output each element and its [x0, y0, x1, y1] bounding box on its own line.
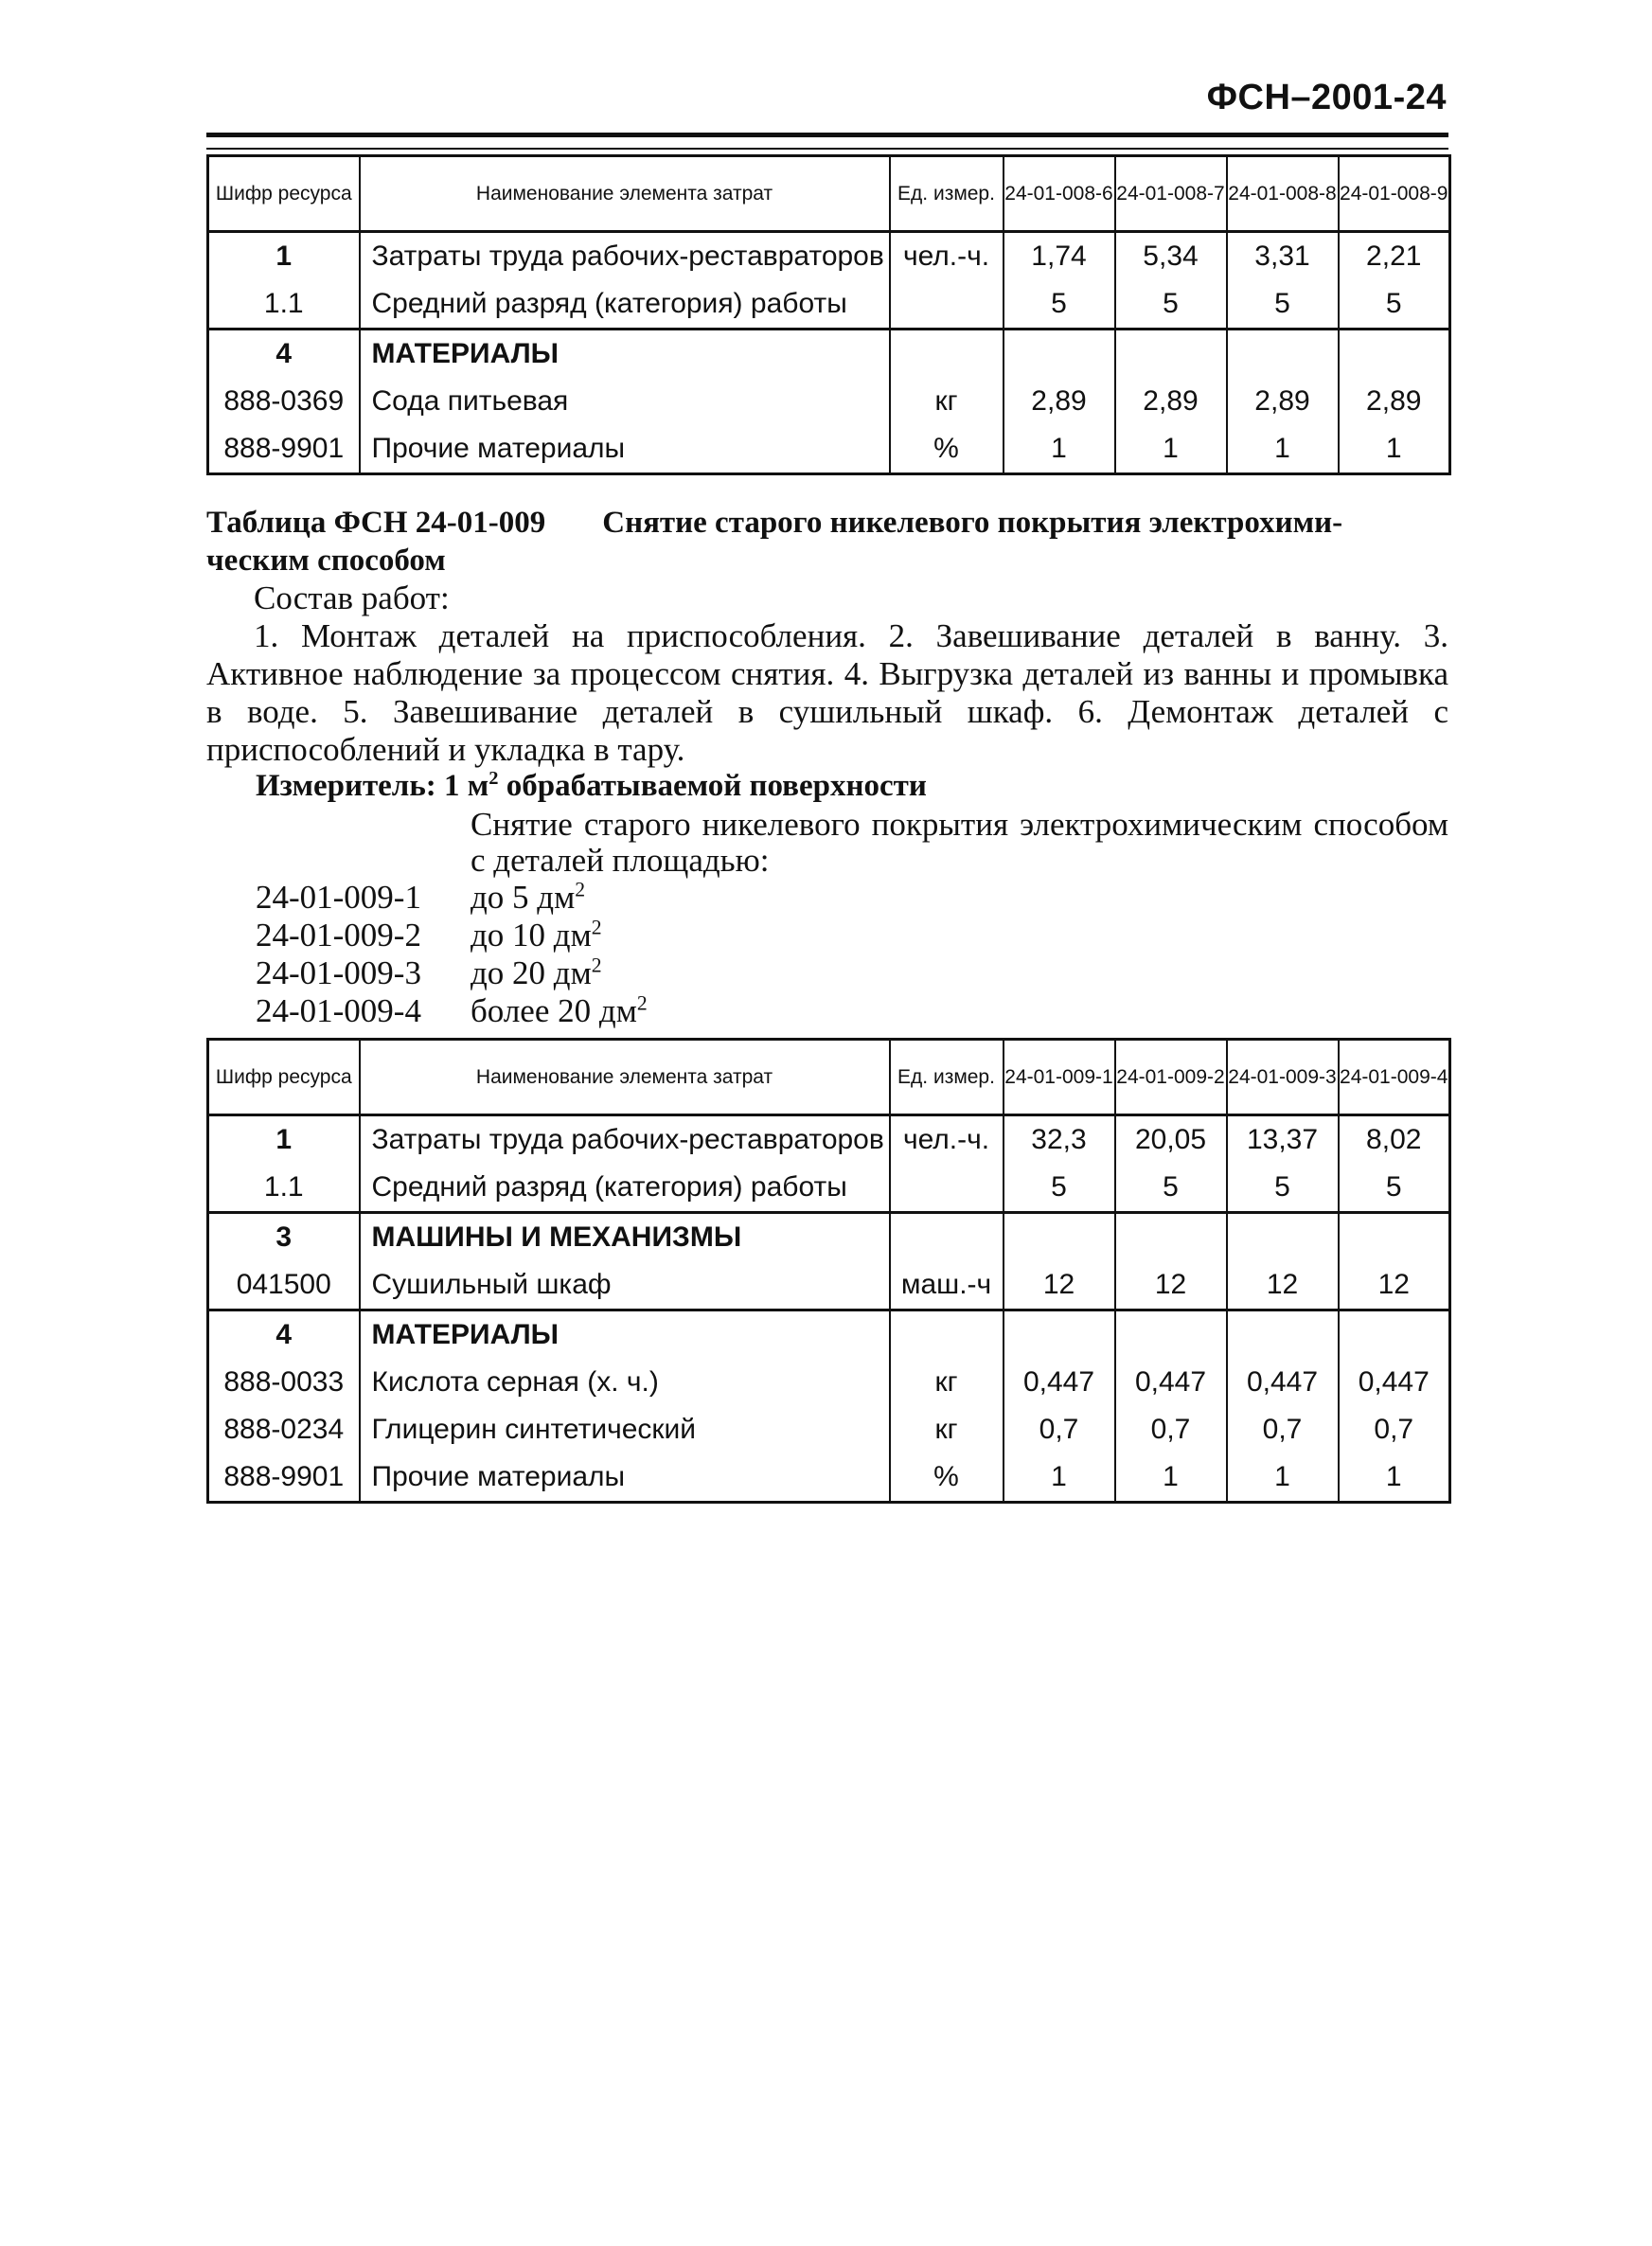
row-value: 0,7	[1227, 1406, 1339, 1453]
row-unit: кг	[890, 1359, 1004, 1406]
meter-sup: 2	[488, 768, 499, 789]
row-value: 0,447	[1004, 1359, 1115, 1406]
row-value: 5	[1115, 280, 1227, 330]
row-code: 1.1	[208, 280, 360, 330]
row-unit: кг	[890, 378, 1004, 425]
row-name: Средний разряд (категория) работы	[360, 1164, 890, 1213]
row-value: 0,7	[1115, 1406, 1227, 1453]
row-unit: чел.-ч.	[890, 1115, 1004, 1165]
row-unit: кг	[890, 1406, 1004, 1453]
row-value: 1	[1004, 425, 1115, 474]
row-unit	[890, 1213, 1004, 1262]
table-row	[208, 1164, 1450, 1213]
header-rule-thick	[206, 133, 1448, 137]
resource-table-2	[206, 1038, 1451, 1504]
row-value: 1	[1339, 425, 1450, 474]
table-row	[208, 280, 1450, 330]
row-value: 1	[1115, 425, 1227, 474]
row-value: 1	[1227, 1453, 1339, 1503]
row-name: МАТЕРИАЛЫ	[360, 330, 890, 379]
row-value: 5	[1004, 1164, 1115, 1213]
row-code: 1	[208, 232, 360, 281]
row-value: 1	[1004, 1453, 1115, 1503]
row-name: МАТЕРИАЛЫ	[360, 1310, 890, 1360]
row-value: 5	[1227, 280, 1339, 330]
table-row	[208, 378, 1450, 425]
row-name: Сушильный шкаф	[360, 1261, 890, 1310]
resource-table-1	[206, 154, 1451, 475]
row-code: 4	[208, 330, 360, 379]
table-title-part2: ческим способом	[206, 544, 446, 578]
row-code: 1	[208, 1115, 360, 1165]
row-value: 32,3	[1004, 1115, 1115, 1165]
table-row	[208, 1261, 1450, 1310]
row-name: Глицерин синтетический	[360, 1406, 890, 1453]
row-value	[1115, 1213, 1227, 1262]
table-title-part1: Снятие старого никелевого покрытия электрохими-	[602, 506, 1343, 540]
header-name: Наименование элемента затрат	[360, 1040, 890, 1115]
row-value: 12	[1004, 1261, 1115, 1310]
row-value	[1227, 1310, 1339, 1360]
header-name: Наименование элемента затрат	[360, 156, 890, 232]
row-name: Прочие материалы	[360, 425, 890, 474]
row-unit: маш.-ч	[890, 1261, 1004, 1310]
row-code: 1.1	[208, 1164, 360, 1213]
row-code: 888-9901	[208, 1453, 360, 1503]
row-name: Кислота серная (х. ч.)	[360, 1359, 890, 1406]
row-value	[1115, 1310, 1227, 1360]
variant-code: 24-01-009-3	[256, 954, 421, 991]
row-value: 5	[1339, 1164, 1450, 1213]
header-col-1: 24-01-008-6	[1004, 156, 1115, 232]
table-row	[208, 1406, 1450, 1453]
variant-text: до 20 $дм^2$	[471, 954, 602, 991]
variant-item	[256, 917, 648, 954]
header-col-4: 24-01-009-4	[1339, 1040, 1450, 1115]
variant-code: 24-01-009-4	[256, 992, 421, 1029]
header-col-4: 24-01-008-9	[1339, 156, 1450, 232]
variant-text: до 10 $дм^2$	[471, 916, 602, 954]
row-value: 12	[1115, 1261, 1227, 1310]
row-value: 5	[1004, 280, 1115, 330]
row-name: МАШИНЫ И МЕХАНИЗМЫ	[360, 1213, 890, 1262]
header-col-3: 24-01-008-8	[1227, 156, 1339, 232]
variant-item	[256, 879, 648, 917]
work-heading: Состав работ:	[254, 579, 450, 616]
row-unit: %	[890, 1453, 1004, 1503]
row-name: Прочие материалы	[360, 1453, 890, 1503]
row-value: 2,21	[1339, 232, 1450, 281]
row-value: 0,447	[1227, 1359, 1339, 1406]
row-value	[1115, 330, 1227, 379]
row-value	[1227, 330, 1339, 379]
row-code: 888-0369	[208, 378, 360, 425]
row-value: 12	[1339, 1261, 1450, 1310]
row-value: 5,34	[1115, 232, 1227, 281]
row-value: 5	[1227, 1164, 1339, 1213]
row-name: Средний разряд (категория) работы	[360, 280, 890, 330]
document-code: ФСН–2001-24	[1206, 78, 1447, 117]
row-value: 0,7	[1004, 1406, 1115, 1453]
row-value: 1,74	[1004, 232, 1115, 281]
row-value: 20,05	[1115, 1115, 1227, 1165]
header-col-1: 24-01-009-1	[1004, 1040, 1115, 1115]
row-value: 2,89	[1339, 378, 1450, 425]
row-value: 5	[1115, 1164, 1227, 1213]
row-code: 3	[208, 1213, 360, 1262]
row-value	[1339, 1213, 1450, 1262]
meter-prefix: Измеритель: 1 м	[256, 769, 489, 803]
variants-list	[256, 879, 648, 1030]
table-caption	[206, 504, 1448, 579]
variant-text: до 5 $дм^2$	[471, 878, 586, 916]
variant-text: более 20 $дм^2$	[471, 991, 648, 1029]
row-value: 1	[1115, 1453, 1227, 1503]
table-header-row	[208, 1040, 1450, 1115]
header-rule-thin	[206, 148, 1448, 150]
row-unit	[890, 280, 1004, 330]
row-value	[1227, 1213, 1339, 1262]
row-value	[1339, 1310, 1450, 1360]
row-code: 888-9901	[208, 425, 360, 474]
row-name: Затраты труда рабочих-реставраторов	[360, 1115, 890, 1165]
row-code: 888-0033	[208, 1359, 360, 1406]
table-row	[208, 330, 1450, 379]
header-code: Шифр ресурса	[208, 1040, 360, 1115]
row-value: 5	[1339, 280, 1450, 330]
row-value: 8,02	[1339, 1115, 1450, 1165]
row-name: Затраты труда рабочих-реставраторов	[360, 232, 890, 281]
row-value: 13,37	[1227, 1115, 1339, 1165]
variant-item	[256, 992, 648, 1030]
row-unit	[890, 1310, 1004, 1360]
header-col-2: 24-01-009-2	[1115, 1040, 1227, 1115]
row-value: 1	[1339, 1453, 1450, 1503]
table-row	[208, 1453, 1450, 1503]
variant-code: 24-01-009-2	[256, 917, 421, 954]
table-row	[208, 232, 1450, 281]
header-code: Шифр ресурса	[208, 156, 360, 232]
table-row	[208, 1310, 1450, 1360]
row-unit	[890, 1164, 1004, 1213]
table-row	[208, 425, 1450, 474]
row-code: 4	[208, 1310, 360, 1360]
row-value: 2,89	[1115, 378, 1227, 425]
row-value: 0,7	[1339, 1406, 1450, 1453]
table-header-row	[208, 156, 1450, 232]
row-value: 12	[1227, 1261, 1339, 1310]
row-value: 2,89	[1227, 378, 1339, 425]
row-value: 1	[1227, 425, 1339, 474]
header-col-2: 24-01-008-7	[1115, 156, 1227, 232]
row-unit: чел.-ч.	[890, 232, 1004, 281]
meter-suffix: обрабатываемой поверхности	[498, 769, 927, 803]
work-composition: 1. Монтаж деталей на приспособления. 2. Завешивание деталей в ванну. 3. Активное наблюдение за процессом снятия. 4. Выгрузка деталей из ванны и промывка в воде. 5. Завешивание деталей в сушильный шкаф. 6. Демонтаж деталей с приспособлений и укладка в тару.	[206, 617, 1448, 768]
table-row	[208, 1213, 1450, 1262]
header-unit: Ед. измер.	[890, 156, 1004, 232]
row-value: 3,31	[1227, 232, 1339, 281]
row-value	[1004, 1310, 1115, 1360]
row-value: 0,447	[1339, 1359, 1450, 1406]
row-code: 041500	[208, 1261, 360, 1310]
table-row	[208, 1359, 1450, 1406]
row-name: Сода питьевая	[360, 378, 890, 425]
row-unit	[890, 330, 1004, 379]
row-value: 0,447	[1115, 1359, 1227, 1406]
variants-intro: Снятие старого никелевого покрытия электрохимическим способом с деталей площадью:	[471, 806, 1448, 879]
variant-code: 24-01-009-1	[256, 879, 421, 916]
variant-item	[256, 954, 648, 992]
row-unit: %	[890, 425, 1004, 474]
table-row	[208, 1115, 1450, 1165]
row-value	[1004, 330, 1115, 379]
row-code: 888-0234	[208, 1406, 360, 1453]
row-value	[1339, 330, 1450, 379]
header-unit: Ед. измер.	[890, 1040, 1004, 1115]
header-col-3: 24-01-009-3	[1227, 1040, 1339, 1115]
meter-line	[256, 769, 927, 804]
row-value: 2,89	[1004, 378, 1115, 425]
row-value	[1004, 1213, 1115, 1262]
table-label: Таблица ФСН 24-01-009	[206, 506, 546, 540]
